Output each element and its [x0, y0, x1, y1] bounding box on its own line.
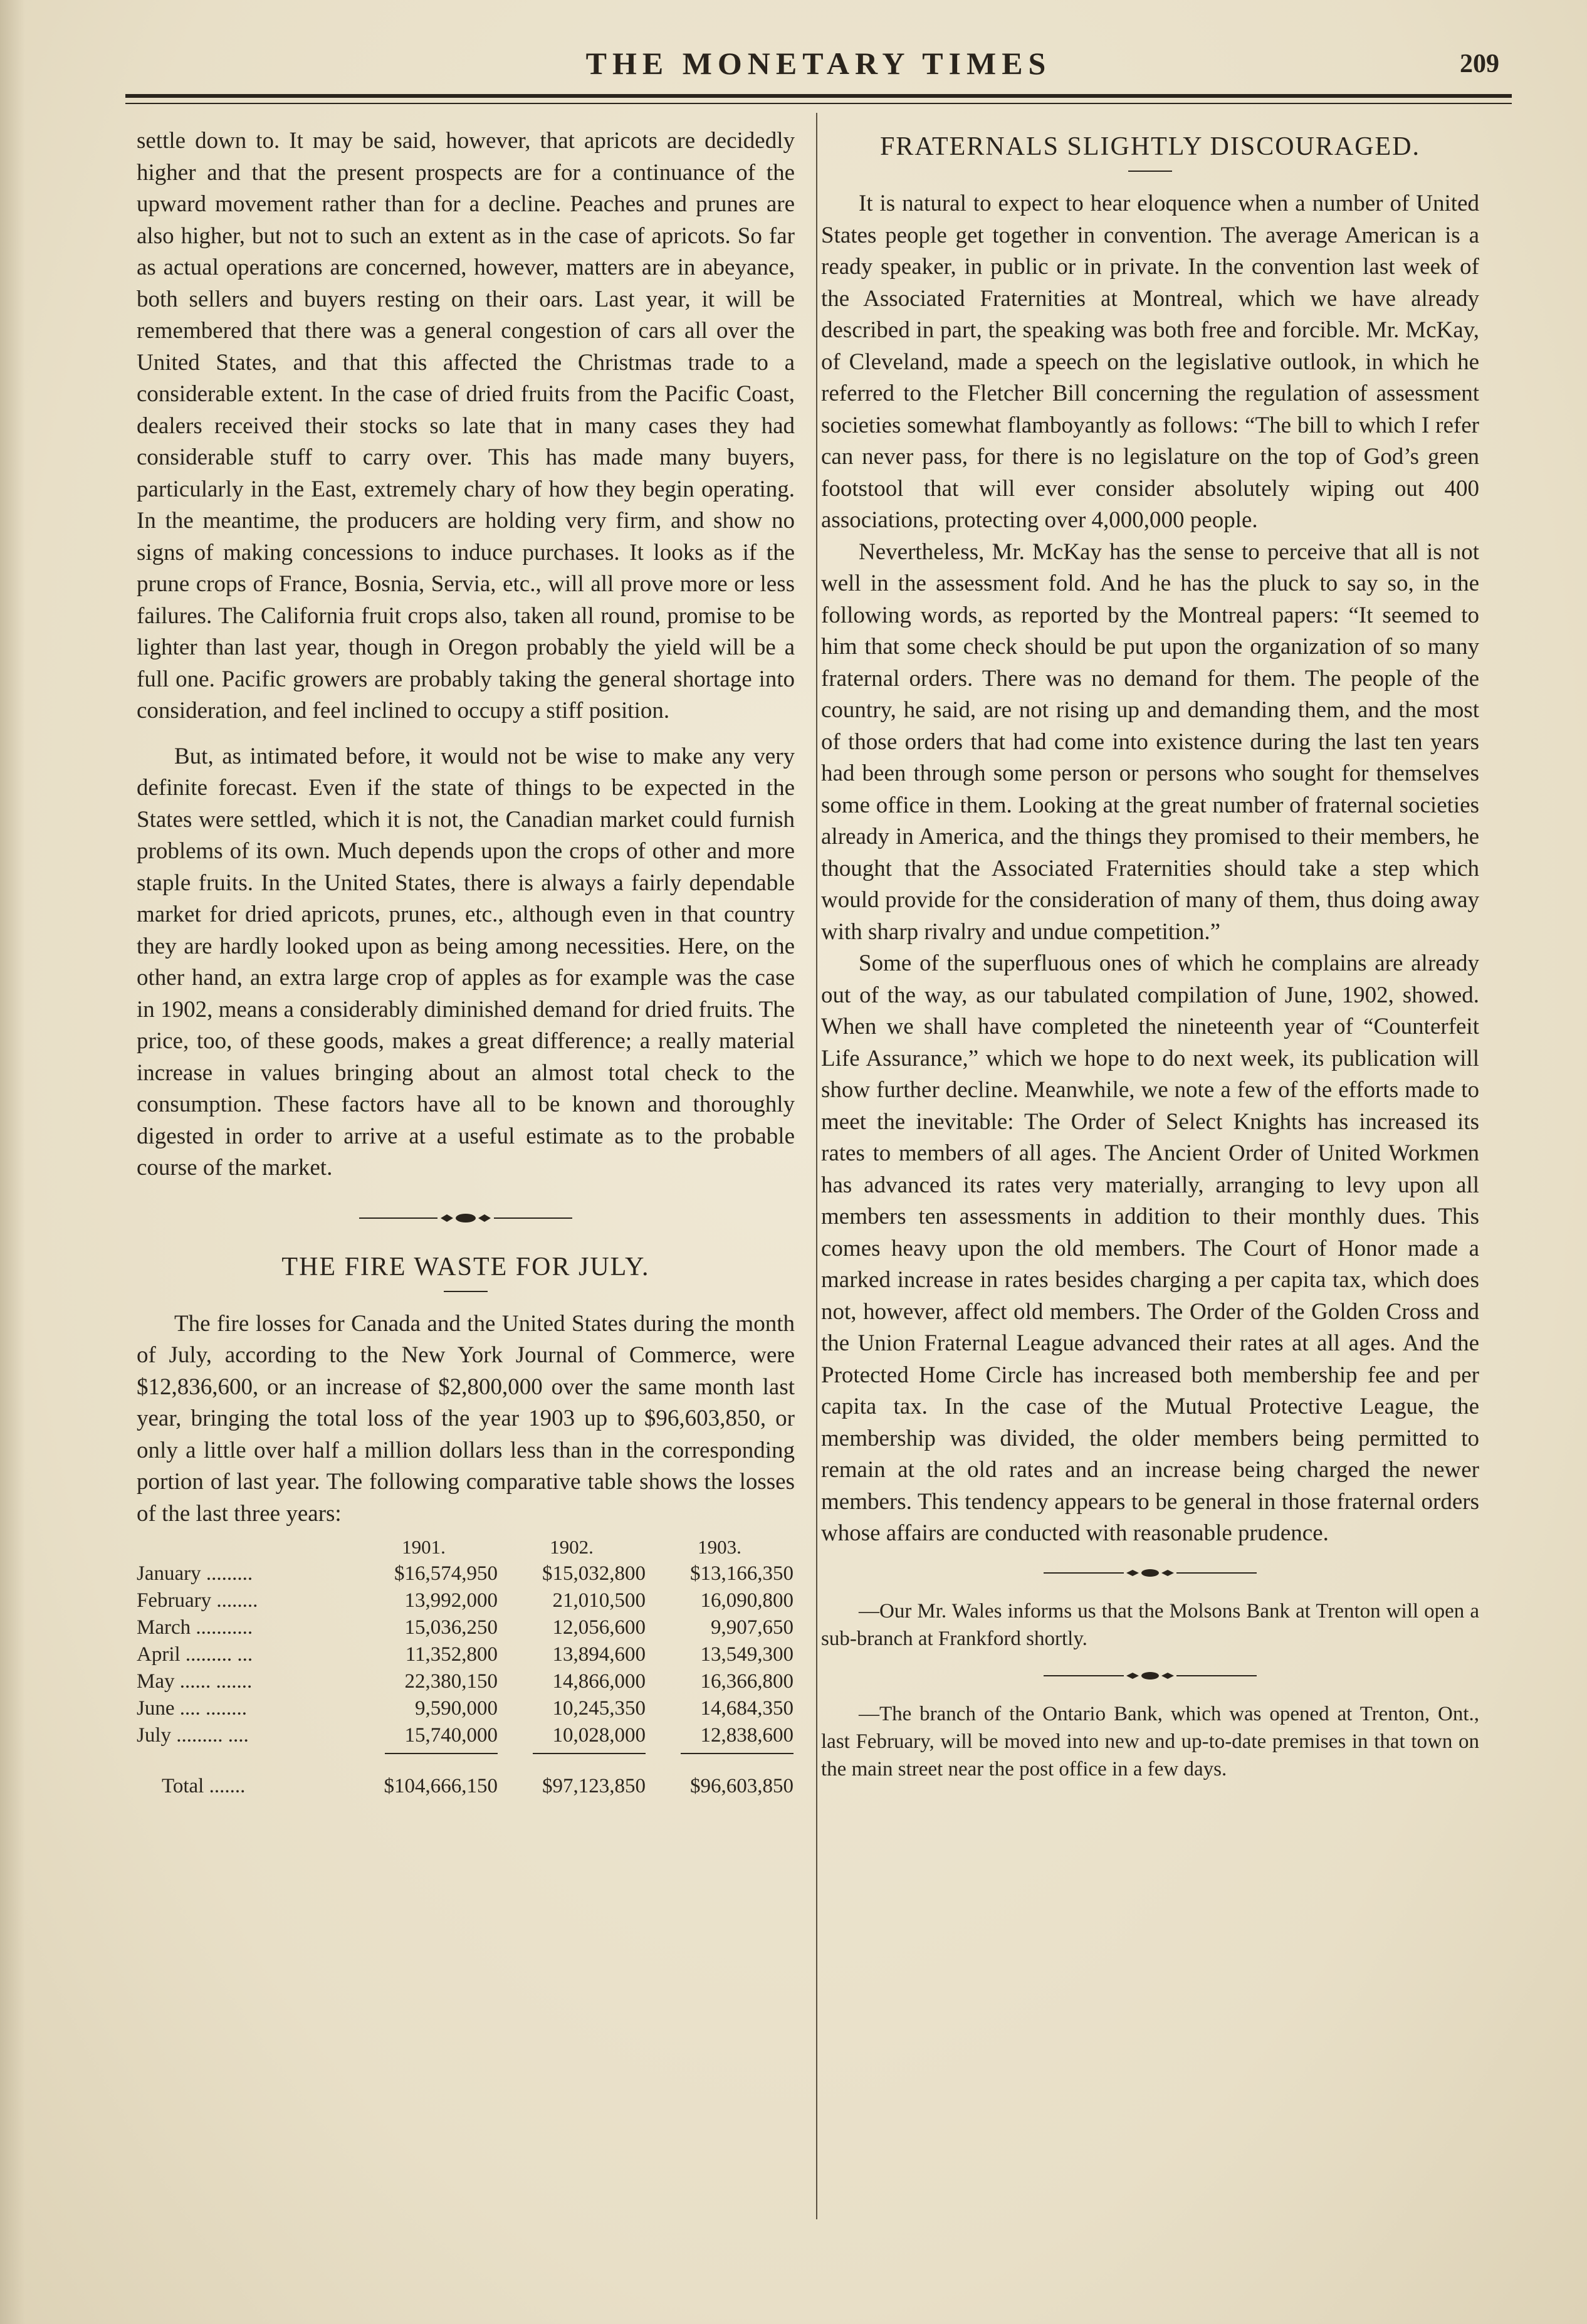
- value-1902: 10,028,000: [552, 1724, 646, 1747]
- month-cell: March ...........: [137, 1616, 253, 1639]
- table-row: [137, 1560, 795, 1587]
- heading-rule: [444, 1291, 488, 1292]
- bank-notice: —Our Mr. Wales informs us that the Molsons Bank at Trenton will open a sub-branch at Frankford shortly.: [821, 1599, 1479, 1650]
- value-1901: $16,574,950: [394, 1562, 498, 1585]
- section-ornament: [821, 1670, 1479, 1681]
- right-column: [821, 125, 1479, 1783]
- header-rule-thick: [125, 94, 1512, 98]
- publication-title: THE MONETARY TIMES: [585, 46, 1052, 81]
- table-header-row: [137, 1533, 795, 1560]
- value-1902: 14,866,000: [552, 1670, 646, 1693]
- month-cell: January .........: [137, 1562, 253, 1585]
- month-cell: April ......... ...: [137, 1643, 253, 1666]
- binding-shadow: [0, 0, 25, 2324]
- value-1902: 12,056,600: [552, 1616, 646, 1639]
- article-paragraph: settle down to. It may be said, however, that apricots are decidedly higher and that the present prospects are for a continuance of the upward movement rather than for a decline. Peaches and prunes are also higher, but not to such an extent as in the case of apricots. So far as actual operations are concerned, however, matters are in abeyance, both sellers and buyers resting on their oars. Last year, it will be remembered that there was a general congestion of cars all over the United States, and that this affected the Christmas trade to a considerable extent. In the case of dried fruits from the Pacific Coast, dealers received their stocks so late that in many cases they had considerable stuff to carry over. This has made many buyers, particularly in the East, extremely chary of how they begin operating. In the meantime, the producers are holding very firm, and show no signs of making concessions to induce purchases. It looks as if the prune crops of France, Bosnia, Servia, etc., will all prove more or less failures. The California fruit crops also, taken all round, promise to be lighter than last year, though in Oregon probably the yield will be a full one. Pacific growers are probably taking the general shortage into consideration, and feel inclined to occupy a stiff position.: [137, 128, 795, 723]
- fraternals-heading: FRATERNALS SLIGHTLY DISCOURAGED.: [879, 132, 1421, 161]
- fire-waste-heading: THE FIRE WASTE FOR JULY.: [281, 1252, 650, 1281]
- total-label: Total .......: [162, 1775, 246, 1797]
- year-header: 1901.: [402, 1536, 446, 1558]
- value-1902: $15,032,800: [542, 1562, 646, 1585]
- value-1903: 13,549,300: [700, 1643, 793, 1666]
- running-head: [125, 45, 1512, 89]
- value-1901: 15,036,250: [404, 1616, 498, 1639]
- year-header: 1902.: [550, 1536, 594, 1558]
- heading-rule: [1128, 171, 1172, 172]
- section-ornament: [821, 1567, 1479, 1579]
- article-paragraph: Nevertheless, Mr. McKay has the sense to perceive that all is not well in the assessment fold. And he has the pluck to say so, in the following words, as reported by the Montreal papers: “It seemed to him that some check should be put upon the organization of so many fraternal orders. There was no demand for them. The people of the country, he said, are not rising up and demanding them, and the most of those orders that had come into existence during the last ten years had been through some person or persons who sought for themselves some office in them. Looking at the great number of fraternal societies already in America, and the things they promised to their members, he thought that the Associated Fraternities should take a step which would provide for the consideration of many of them, thus doing away with sharp rivalry and undue competition.”: [821, 539, 1479, 945]
- value-1901: 15,740,000: [404, 1724, 498, 1747]
- value-1902: 21,010,500: [552, 1589, 646, 1612]
- ornament-rule-icon: [1044, 1567, 1257, 1579]
- value-1902: 13,894,600: [552, 1643, 646, 1666]
- table-row: [137, 1587, 795, 1614]
- table-row: [137, 1668, 795, 1695]
- total-1901: $104,666,150: [384, 1775, 498, 1797]
- value-1903: 16,090,800: [700, 1589, 793, 1612]
- value-1903: 9,907,650: [711, 1616, 793, 1639]
- total-underline: [137, 1749, 795, 1755]
- article-paragraph: It is natural to expect to hear eloquence when a number of United States people get together in convention. The average American is a ready speaker, in public or in private. In the convention last week of the Associated Fraternities at Montreal, which we have already described in part, the speaking was both free and forcible. Mr. McKay, of Cleveland, made a speech on the legislative outlook, in which he referred to the Fletcher Bill concerning the regulation of assessment societies somewhat flamboyantly as follows: “The bill to which I refer can never pass, for there is no legislature on the top of God’s green footstool that will ever consider absolutely wiping out 400 associations, protecting over 4,000,000 people.: [821, 191, 1479, 533]
- table-body: [137, 1560, 795, 1749]
- table-row: [137, 1722, 795, 1749]
- value-1903: 12,838,600: [700, 1724, 793, 1747]
- value-1902: 10,245,350: [552, 1697, 646, 1720]
- article-paragraph: But, as intimated before, it would not be wise to make any very definite forecast. Even if the state of things to be expected in the States were settled, which it is not, the Canadian market could furnish problems of its own. Much depends upon the crops of other and more staple fruits. In the United States, there is always a fairly dependable market for dried apricots, prunes, etc., although even in that country they are hardly looked upon as being among necessities. Here, on the other hand, an extra large crop of apples as for example was the case in 1902, means a considerably diminished demand for dried fruits. The price, too, of these goods, makes a great difference; a really material increase in values bringing about an almost total check to the consumption. These factors have all to be known and thoroughly digested in order to arrive at a useful estimate as to the probable course of the market.: [137, 743, 795, 1180]
- value-1901: 9,590,000: [415, 1697, 498, 1720]
- value-1901: 22,380,150: [404, 1670, 498, 1693]
- month-cell: February ........: [137, 1589, 258, 1612]
- total-1902: $97,123,850: [542, 1775, 646, 1797]
- bank-notice: —The branch of the Ontario Bank, which was opened at Trenton, Ont., last February, will be moved into new and up-to-date premises in that town on the main street near the post office in a few days.: [821, 1702, 1479, 1780]
- value-1903: 16,366,800: [700, 1670, 793, 1693]
- value-1901: 13,992,000: [404, 1589, 498, 1612]
- fire-loss-table: [137, 1533, 795, 1800]
- page-number: 209: [1460, 50, 1499, 78]
- section-ornament: [137, 1212, 795, 1224]
- table-row: [137, 1641, 795, 1668]
- total-1903: $96,603,850: [690, 1775, 793, 1797]
- column-divider: [816, 113, 817, 2219]
- month-cell: July ......... ....: [137, 1724, 249, 1747]
- value-1903: $13,166,350: [690, 1562, 793, 1585]
- year-header: 1903.: [698, 1536, 741, 1558]
- value-1903: 14,684,350: [700, 1697, 793, 1720]
- table-row: [137, 1614, 795, 1641]
- fire-waste-paragraph: The fire losses for Canada and the United States during the month of July, according to the New York Journal of Commerce, were $12,836,600, or an increase of $2,800,000 over the same month last year, bringing the total loss of the year 1903 up to $96,603,850, or only a little over half a million dollars less than in the corresponding portion of last year. The following comparative table shows the losses of the last three years:: [137, 1310, 795, 1527]
- left-column: [137, 125, 795, 1800]
- value-1901: 11,352,800: [405, 1643, 498, 1666]
- ornament-rule-icon: [1044, 1670, 1257, 1681]
- article-paragraph: Some of the superfluous ones of which he complains are already out of the way, as our tabulated compilation of June, 1902, showed. When we shall have completed the nineteenth year of “Counterfeit Life Assurance,” which we hope to do next week, its publication will show further decline. Meanwhile, we note a few of the efforts made to meet the inevitable: The Order of Select Knights has increased its rates to members of all ages. The Ancient Order of United Workmen has advanced its rates very materially, arranging to levy upon all members ten assessments in addition to their monthly dues. This comes heavy upon the old members. The Court of Honor made a marked increase in rates besides charging a per capita tax, which does not, however, affect old members. The Order of the Golden Cross and the Union Fraternal League advanced their rates at all ages. And the Protected Home Circle has increased both membership fee and per capita tax. In the case of the Mutual Protective League, the membership was divided, the older members being permitted to remain at the old rates and an increase being charged the newer members. This tendency appears to be general in those fraternal orders whose affairs are conducted with reasonable prudence.: [821, 950, 1479, 1546]
- month-cell: May ...... .......: [137, 1670, 253, 1693]
- table-total-row: [137, 1773, 795, 1800]
- month-cell: June .... ........: [137, 1697, 247, 1720]
- ornament-rule-icon: [359, 1212, 572, 1224]
- table-row: [137, 1695, 795, 1722]
- header-rule-thin: [125, 103, 1512, 104]
